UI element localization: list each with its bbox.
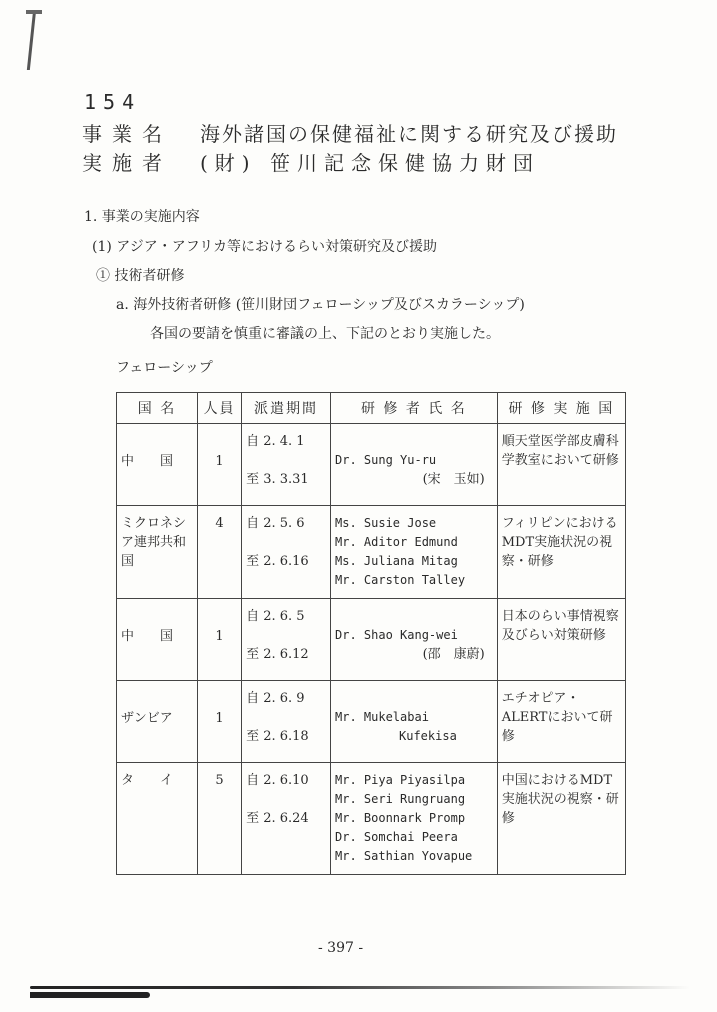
trainee-name xyxy=(335,607,493,626)
table-row xyxy=(117,506,626,599)
cell-country xyxy=(117,599,198,681)
section-heading-technician-training: ① 技術者研修 xyxy=(96,268,185,284)
cell-trainee-names xyxy=(331,763,498,875)
implementer-name: (財) 笹川記念保健協力財団 xyxy=(200,151,540,175)
cell-venue xyxy=(497,506,625,599)
period-from: 自 2. 6.10 xyxy=(246,773,309,788)
training-venue: フィリピンにおけるMDT実施状況の視察・研修 xyxy=(501,516,618,569)
cell-period xyxy=(242,681,331,763)
header-period: 派遣期間 xyxy=(242,393,331,424)
training-venue: 日本のらい事情視察及びらい対策研修 xyxy=(501,609,619,643)
trainee-name-native: (宋 玉如) xyxy=(422,472,485,487)
cell-venue xyxy=(497,424,625,506)
country-name: ミクロネシア連邦共和国 xyxy=(121,516,187,569)
page-number: - 397 - xyxy=(318,940,364,956)
trainee-name: Dr. Sung Yu-ru xyxy=(335,453,437,467)
cell-trainee-names xyxy=(331,424,498,506)
table-row xyxy=(117,599,626,681)
cell-count xyxy=(198,763,242,875)
country-name: ザンビア xyxy=(121,711,173,726)
trainee-name: Mr. Piya Piyasilpa xyxy=(335,773,466,787)
trainee-name: Mr. Carston Talley xyxy=(335,573,466,587)
period-to: 至 2. 6.12 xyxy=(246,647,309,662)
period-to: 至 3. 3.31 xyxy=(246,472,309,487)
header-venue: 研 修 実 施 国 xyxy=(497,393,625,424)
section-heading-1-1: (1) アジア・アフリカ等におけるらい対策研究及び援助 xyxy=(92,239,438,255)
training-venue: 中国におけるMDT実施状況の視察・研修 xyxy=(501,773,619,826)
cell-count xyxy=(198,599,242,681)
trainee-name: Dr. Somchai Peera xyxy=(335,830,458,844)
cell-country xyxy=(117,681,198,763)
table-header-row xyxy=(117,393,626,424)
header-country: 国 名 xyxy=(117,393,198,424)
trainee-name: Dr. Shao Kang-wei xyxy=(335,628,458,642)
scan-mark xyxy=(27,10,36,70)
header-trainee-names: 研 修 者 氏 名 xyxy=(331,393,498,424)
cell-venue xyxy=(497,681,625,763)
trainee-count: 5 xyxy=(215,773,224,788)
cell-venue xyxy=(497,599,625,681)
cell-period xyxy=(242,506,331,599)
period-from: 自 2. 5. 6 xyxy=(246,516,305,531)
table-row xyxy=(117,681,626,763)
period-from: 自 2. 4. 1 xyxy=(246,434,305,449)
trainee-name-native: Kufekisa xyxy=(399,729,457,743)
period-to: 至 2. 6.16 xyxy=(246,554,309,569)
section-heading-overseas-training: a. 海外技術者研修 (笹川財団フェローシップ及びスカラーシップ) xyxy=(116,297,525,313)
header-count: 人員 xyxy=(198,393,242,424)
period-from: 自 2. 6. 9 xyxy=(246,691,305,706)
scan-bottom-edge xyxy=(30,986,690,989)
cell-period xyxy=(242,599,331,681)
scan-bottom-edge-dark xyxy=(30,992,150,998)
training-venue: 順天堂医学部皮膚科学教室において研修 xyxy=(501,434,619,468)
cell-count xyxy=(198,506,242,599)
cell-country xyxy=(117,763,198,875)
table-row xyxy=(117,763,626,875)
document-number: 154 xyxy=(84,90,142,114)
scan-mark-top xyxy=(26,10,42,14)
cell-period xyxy=(242,763,331,875)
country-name: 中 国 xyxy=(121,629,174,644)
cell-trainee-names xyxy=(331,681,498,763)
table-row xyxy=(117,424,626,506)
trainee-name: Ms. Juliana Mitag xyxy=(335,554,458,568)
cell-period xyxy=(242,424,331,506)
trainee-name: Mr. Sathian Yovapue xyxy=(335,849,473,863)
trainee-name: Mr. Mukelabai xyxy=(335,710,429,724)
project-name: 海外諸国の保健福祉に関する研究及び援助 xyxy=(200,122,618,146)
implementer-label: 実施者 xyxy=(82,151,172,175)
section-paragraph: 各国の要請を慎重に審議の上、下記のとおり実施した。 xyxy=(150,326,500,342)
training-venue: エチオピア・ALERTにおいて研修 xyxy=(501,691,613,744)
cell-count xyxy=(198,681,242,763)
trainee-name: Mr. Aditor Edmund xyxy=(335,535,458,549)
period-to: 至 2. 6.18 xyxy=(246,729,309,744)
fellowship-table xyxy=(116,392,626,875)
section-heading-1: 1. 事業の実施内容 xyxy=(84,209,200,225)
trainee-count: 1 xyxy=(215,629,224,644)
trainee-count: 4 xyxy=(215,516,224,531)
cell-count xyxy=(198,424,242,506)
country-name: タ イ xyxy=(121,773,174,788)
trainee-name: Mr. Boonnark Promp xyxy=(335,811,466,825)
project-label: 事業名 xyxy=(82,122,172,146)
cell-trainee-names xyxy=(331,506,498,599)
cell-trainee-names xyxy=(331,599,498,681)
period-from: 自 2. 6. 5 xyxy=(246,609,305,624)
cell-venue xyxy=(497,763,625,875)
trainee-name: Ms. Susie Jose xyxy=(335,516,437,530)
trainee-name xyxy=(335,689,493,708)
trainee-count: 1 xyxy=(215,711,224,726)
trainee-name xyxy=(335,432,493,451)
country-name: 中 国 xyxy=(121,454,174,469)
trainee-name-native: (邵 康蔚) xyxy=(422,647,485,662)
trainee-name: Mr. Seri Rungruang xyxy=(335,792,466,806)
trainee-count: 1 xyxy=(215,454,224,469)
fellowship-label: フェローシップ xyxy=(116,360,213,376)
cell-country xyxy=(117,506,198,599)
period-to: 至 2. 6.24 xyxy=(246,811,309,826)
cell-country xyxy=(117,424,198,506)
